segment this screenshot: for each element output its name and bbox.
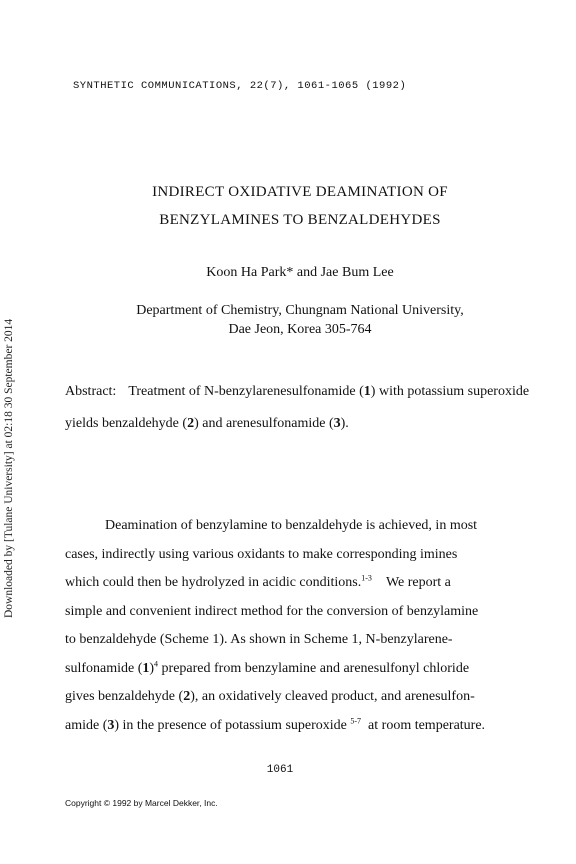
body-line-7: [65, 683, 525, 712]
abstract: [65, 376, 535, 440]
body-paragraph: [65, 512, 525, 740]
body-line-8-tail: at room temperature.: [368, 717, 486, 733]
abstract-text-b: ) with potassium superoxide yields benzaldehyde (: [65, 384, 530, 431]
compound-2-ref: 2: [183, 689, 191, 704]
body-line-6-text: sulfonamide (: [65, 660, 143, 676]
body-line-4: simple and convenient indirect method for the conversion of benzylamine: [65, 603, 479, 619]
body-line-2: cases, indirectly using various oxidants to make corresponding imines: [65, 546, 458, 562]
abstract-label: Abstract:: [65, 384, 117, 399]
body-line-3-tail: We report a: [385, 575, 451, 590]
body-line-3: [65, 569, 525, 598]
body-line-6-paren: ): [149, 660, 155, 676]
citation-4: 4: [154, 658, 159, 668]
body-line-6: [65, 655, 525, 684]
download-watermark: Downloaded by [Tulane University] at 02:18 30 September 2014: [3, 318, 15, 618]
body-line-1: Deamination of benzylamine to benzaldehyde is achieved, in most: [105, 518, 478, 533]
paper-title: [60, 178, 540, 234]
copyright-notice: Copyright © 1992 by Marcel Dekker, Inc.: [65, 798, 218, 808]
body-line-5: to benzaldehyde (Scheme 1). As shown in Scheme 1, N-benzylarene-: [65, 632, 453, 647]
compound-1-ref: 1: [363, 384, 371, 399]
authors: Koon Ha Park* and Jae Bum Lee: [206, 265, 394, 280]
title-line-1: INDIRECT OXIDATIVE DEAMINATION OF: [152, 184, 448, 200]
body-line-6-tail: prepared from benzylamine and arenesulfonyl chloride: [161, 660, 470, 676]
compound-3-ref: 3: [333, 416, 341, 431]
body-line-8: [65, 712, 525, 741]
affiliation-line-2: Dae Jeon, Korea 305-764: [228, 322, 372, 337]
affiliation: [0, 301, 576, 339]
compound-2-ref: 2: [187, 416, 195, 431]
title-line-2: BENZYLAMINES TO BENZALDEHYDES: [159, 212, 441, 228]
affiliation-line-1: Department of Chemistry, Chungnam National University,: [136, 303, 464, 318]
citation-1-3: 1-3: [361, 573, 372, 583]
journal-header: SYNTHETIC COMMUNICATIONS, 22(7), 1061-1065 (1992): [73, 80, 407, 92]
body-line-3-text: which could then be hydrolyzed in acidic conditions.: [65, 575, 362, 590]
abstract-text-d: ).: [340, 416, 349, 431]
abstract-text-c: ) and arenesulfonamide (: [194, 416, 334, 431]
body-line-7-text: gives benzaldehyde (: [65, 689, 184, 704]
citation-5-7: 5-7: [350, 715, 362, 725]
compound-3-ref: 3: [107, 717, 115, 733]
body-line-8-text: amide (: [65, 717, 108, 733]
compound-1-ref: 1: [142, 660, 150, 676]
body-line-8-mid: ) in the presence of potassium superoxide: [114, 717, 347, 733]
page-number: 1061: [266, 764, 294, 776]
abstract-text-a: Treatment of N-benzylarenesulfonamide (: [128, 384, 364, 399]
body-line-7-tail: ), an oxidatively cleaved product, and arenesulfon-: [190, 689, 475, 704]
